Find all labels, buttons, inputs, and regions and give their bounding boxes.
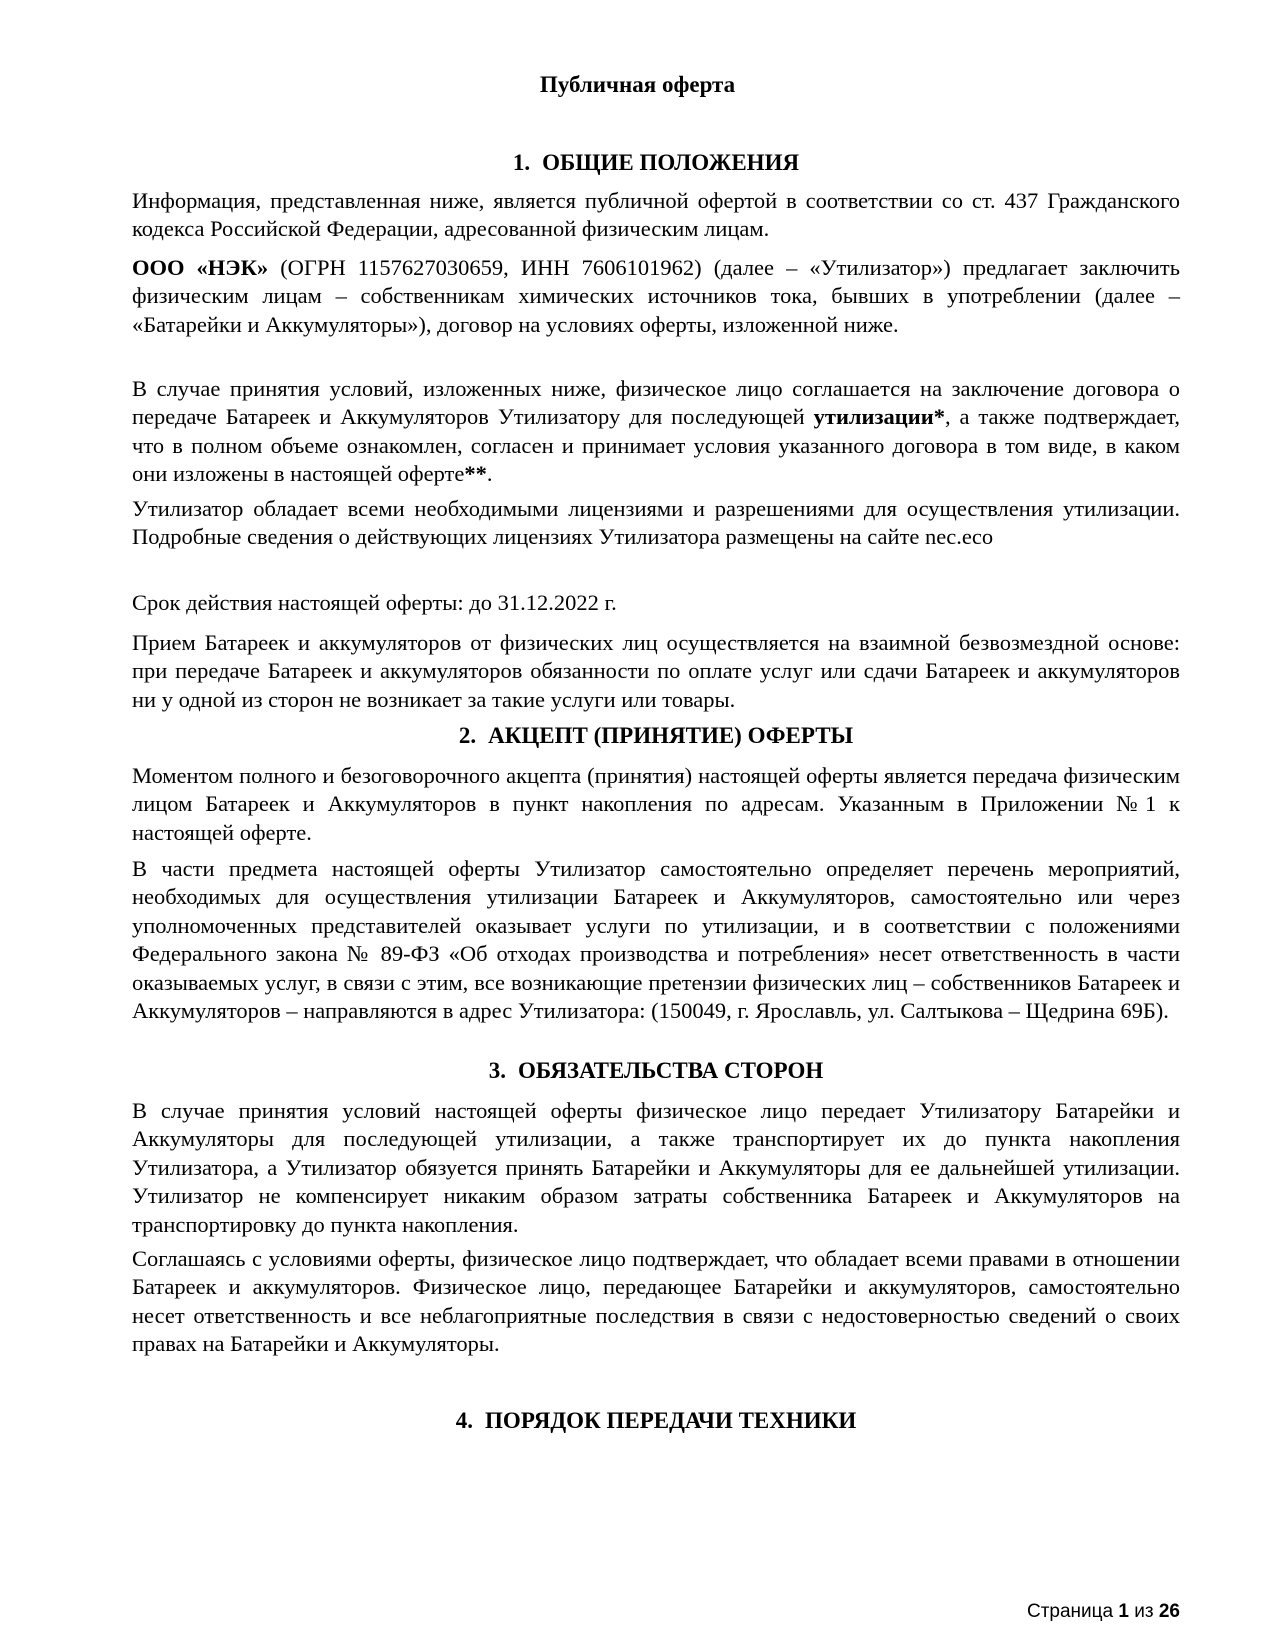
section-heading-4 [132, 1406, 1180, 1436]
paragraph: ООО «НЭК» (ОГРН 1157627030659, ИНН 7606101962) (далее – «Утилизатор») предлагает заключить физическим лицам – собственникам химических источников тока, бывших в употреблении (далее – «Батарейки и Аккумуляторы»), договор на условиях оферты, изложенной ниже. [132, 255, 1180, 337]
paragraph: Утилизатор обладает всеми необходимыми лицензиями и разрешениями для осуществления утилизации. Подробные сведения о действующих лицензиях Утилизатора размещены на сайте nec.eco [132, 496, 1180, 550]
page-number-footer [1027, 1600, 1180, 1624]
section-title: АКЦЕПТ (ПРИНЯТИЕ) ОФЕРТЫ [488, 723, 854, 748]
section-title: ОБЩИЕ ПОЛОЖЕНИЯ [542, 150, 800, 175]
section-heading-1 [132, 148, 1180, 178]
section-number: 2. [458, 723, 477, 748]
section-heading-2 [132, 721, 1180, 751]
document-title: Публичная оферта [539, 72, 736, 97]
paragraph: Срок действия настоящей оферты: до 31.12.2022 г. [132, 590, 617, 615]
paragraph: В части предмета настоящей оферты Утилизатор самостоятельно определяет перечень мероприятий, необходимых для осуществления утилизации Батареек и Аккумуляторов, самостоятельно или через уполномоченных представителей оказывает услуги по утилизации, и в соответствии с положениями Федерального закона № 89-ФЗ «Об отходах производства и потребления» несет ответственность в части оказываемых услуг, в связи с этим, все возникающие претензии физических лиц – собственников Батареек и Аккумуляторов – направляются в адрес Утилизатора: (150049, г. Ярославль, ул. Салтыкова – Щедрина 69Б). [132, 856, 1180, 1024]
page-current: 1 [1118, 1601, 1129, 1622]
page-total: 26 [1158, 1601, 1180, 1622]
paragraph: В случае принятия условий, изложенных ниже, физическое лицо соглашается на заключение договора о передаче Батареек и Аккумуляторов Утилизатору для последующей утилизации*, а также подтверждает, что в полном объеме ознакомлен, согласен и принимает условия указанного договора в том виде, в каком они изложены в настоящей оферте**. [132, 376, 1180, 487]
section-number: 4. [455, 1408, 474, 1433]
paragraph: В случае принятия условий настоящей оферты физическое лицо передает Утилизатору Батарейки и Аккумуляторы для последующей утилизации, а также транспортирует их до пункта накопления Утилизатора, а Утилизатор обязуется принять Батарейки и Аккумуляторы для ее дальнейшей утилизации. Утилизатор не компенсирует никаким образом затраты собственника Батареек и Аккумуляторов на транспортировку до пункта накопления. [132, 1098, 1180, 1237]
section-number: 3. [488, 1058, 506, 1083]
paragraph: Моментом полного и безоговорочного акцепта (принятия) настоящей оферты является передача физическим лицом Батареек и Аккумуляторов в пункт накопления по адресам. Указанным в Приложении №1 к настоящей оферте. [132, 763, 1180, 845]
company-name: ООО «НЭК» [132, 255, 269, 280]
section-title: ОБЯЗАТЕЛЬСТВА СТОРОН [517, 1058, 824, 1083]
page-of: из [1134, 1601, 1154, 1622]
paragraph: Информация, представленная ниже, является публичной офертой в соответствии со ст. 437 Гражданского кодекса Российской Федерации, адресованной физическим лицам. [132, 188, 1180, 242]
section-title: ПОРЯДОК ПЕРЕДАЧИ ТЕХНИКИ [485, 1408, 857, 1433]
section-number: 1. [512, 150, 531, 175]
page-label: Страница [1026, 1601, 1114, 1622]
section-heading-3 [132, 1056, 1180, 1086]
paragraph: Прием Батареек и аккумуляторов от физических лиц осуществляется на взаимной безвозмездной основе: при передаче Батареек и аккумуляторов обязанности по оплате услуг или сдачи Батареек и аккумуляторов ни у одной из сторон не возникает за такие услуги или товары. [132, 630, 1180, 712]
paragraph: Соглашаясь с условиями оферты, физическое лицо подтверждает, что обладает всеми правами в отношении Батареек и аккумуляторов. Физическое лицо, передающее Батарейки и аккумуляторов, самостоятельно несет ответственность и все неблагоприятные последствия в связи с недостоверностью сведений о своих правах на Батарейки и Аккумуляторы. [132, 1246, 1180, 1357]
